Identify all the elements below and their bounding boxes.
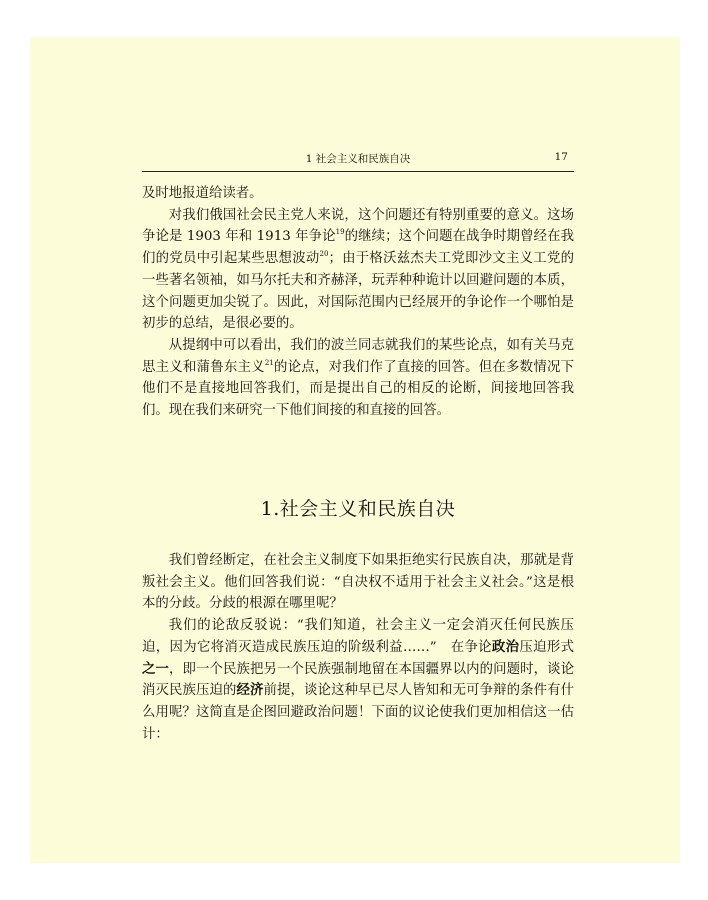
paragraph-polish-comrades [142,335,574,422]
paragraph-continuation: 及时地报道给读者。 [142,186,263,201]
text-block-upper [142,183,574,422]
paragraph-text: ；由于格沃兹杰夫工党即沙文主义工党的一些著名领袖，如马尔托夫和齐赫泽，玩弄种种诡计以回避问题的本质，这个问题更加尖锐了。因此，对国际范围内已经展开的争论作一个哪怕是初步的总结，是很必要的。 [142,251,574,332]
paragraph-text: 对我们俄国社会民主党人来说，这个问题还有特别重要的意义。这场争论是 1903 年和 1913 年争论 [142,207,574,245]
paragraph-text: ，即一个民族把另一个民族强制地留在本国疆界以内的问题时，谈论消灭民族压迫的 [142,661,575,699]
paragraph-self-determination: 我们曾经断定，在社会主义制度下如果拒绝实行民族自决，那就是背叛社会主义。他们回答我们说：“自决权不适用于社会主义社会。”这是根本的分歧。分歧的根源在哪里呢？ [142,553,574,612]
section-heading: 1.社会主义和民族自决 [260,498,456,520]
paragraph-text: 前提，谈论这种早已尽人皆知和无可争辩的条件有什么用呢？这简直是企图回避政治问题！下面的议论使我们更加相信这一估计： [142,683,575,742]
emphasis-text: 政治 [491,638,520,655]
emphasis-text: 之一 [142,660,170,677]
paragraph-russian-social-democrats [142,205,574,335]
paragraph-opponents-reply [142,615,574,745]
page-number: 17 [554,151,568,163]
footnote-ref-19: 19 [335,228,345,237]
footnote-ref-21: 21 [264,358,274,367]
text-block-lower [142,550,574,745]
paragraph-text: 我们的论敌反驳说：“我们知道，社会主义一定会消灭任何民族压迫，因为它将消灭造成民族压迫的阶级利益……” 在争论 [142,618,574,655]
paragraph-text: 的论点，对我们作了直接的回答。但在多数情况下他们不是直接地回答我们，而是提出自己的相反的论断，间接地回答我们。现在我们来研究一下他们间接的和直接的回答。 [142,359,575,419]
paragraph-text: 压迫形式 [519,639,575,655]
paragraph-text: 从提纲中可以看出，我们的波兰同志就我们的某些论点，如有关马克思主义和蒲鲁东主义 [142,337,574,375]
emphasis-text: 经济 [236,682,264,699]
header-rule [142,171,574,172]
running-header-chapter: 1 社会主义和民族自决 [305,153,411,165]
paragraph-text: 的继续；这个问题在战争时期曾经在我们的党员中引起某些思想波动 [142,229,575,267]
running-header [142,151,574,169]
footnote-ref-20: 20 [319,250,329,259]
